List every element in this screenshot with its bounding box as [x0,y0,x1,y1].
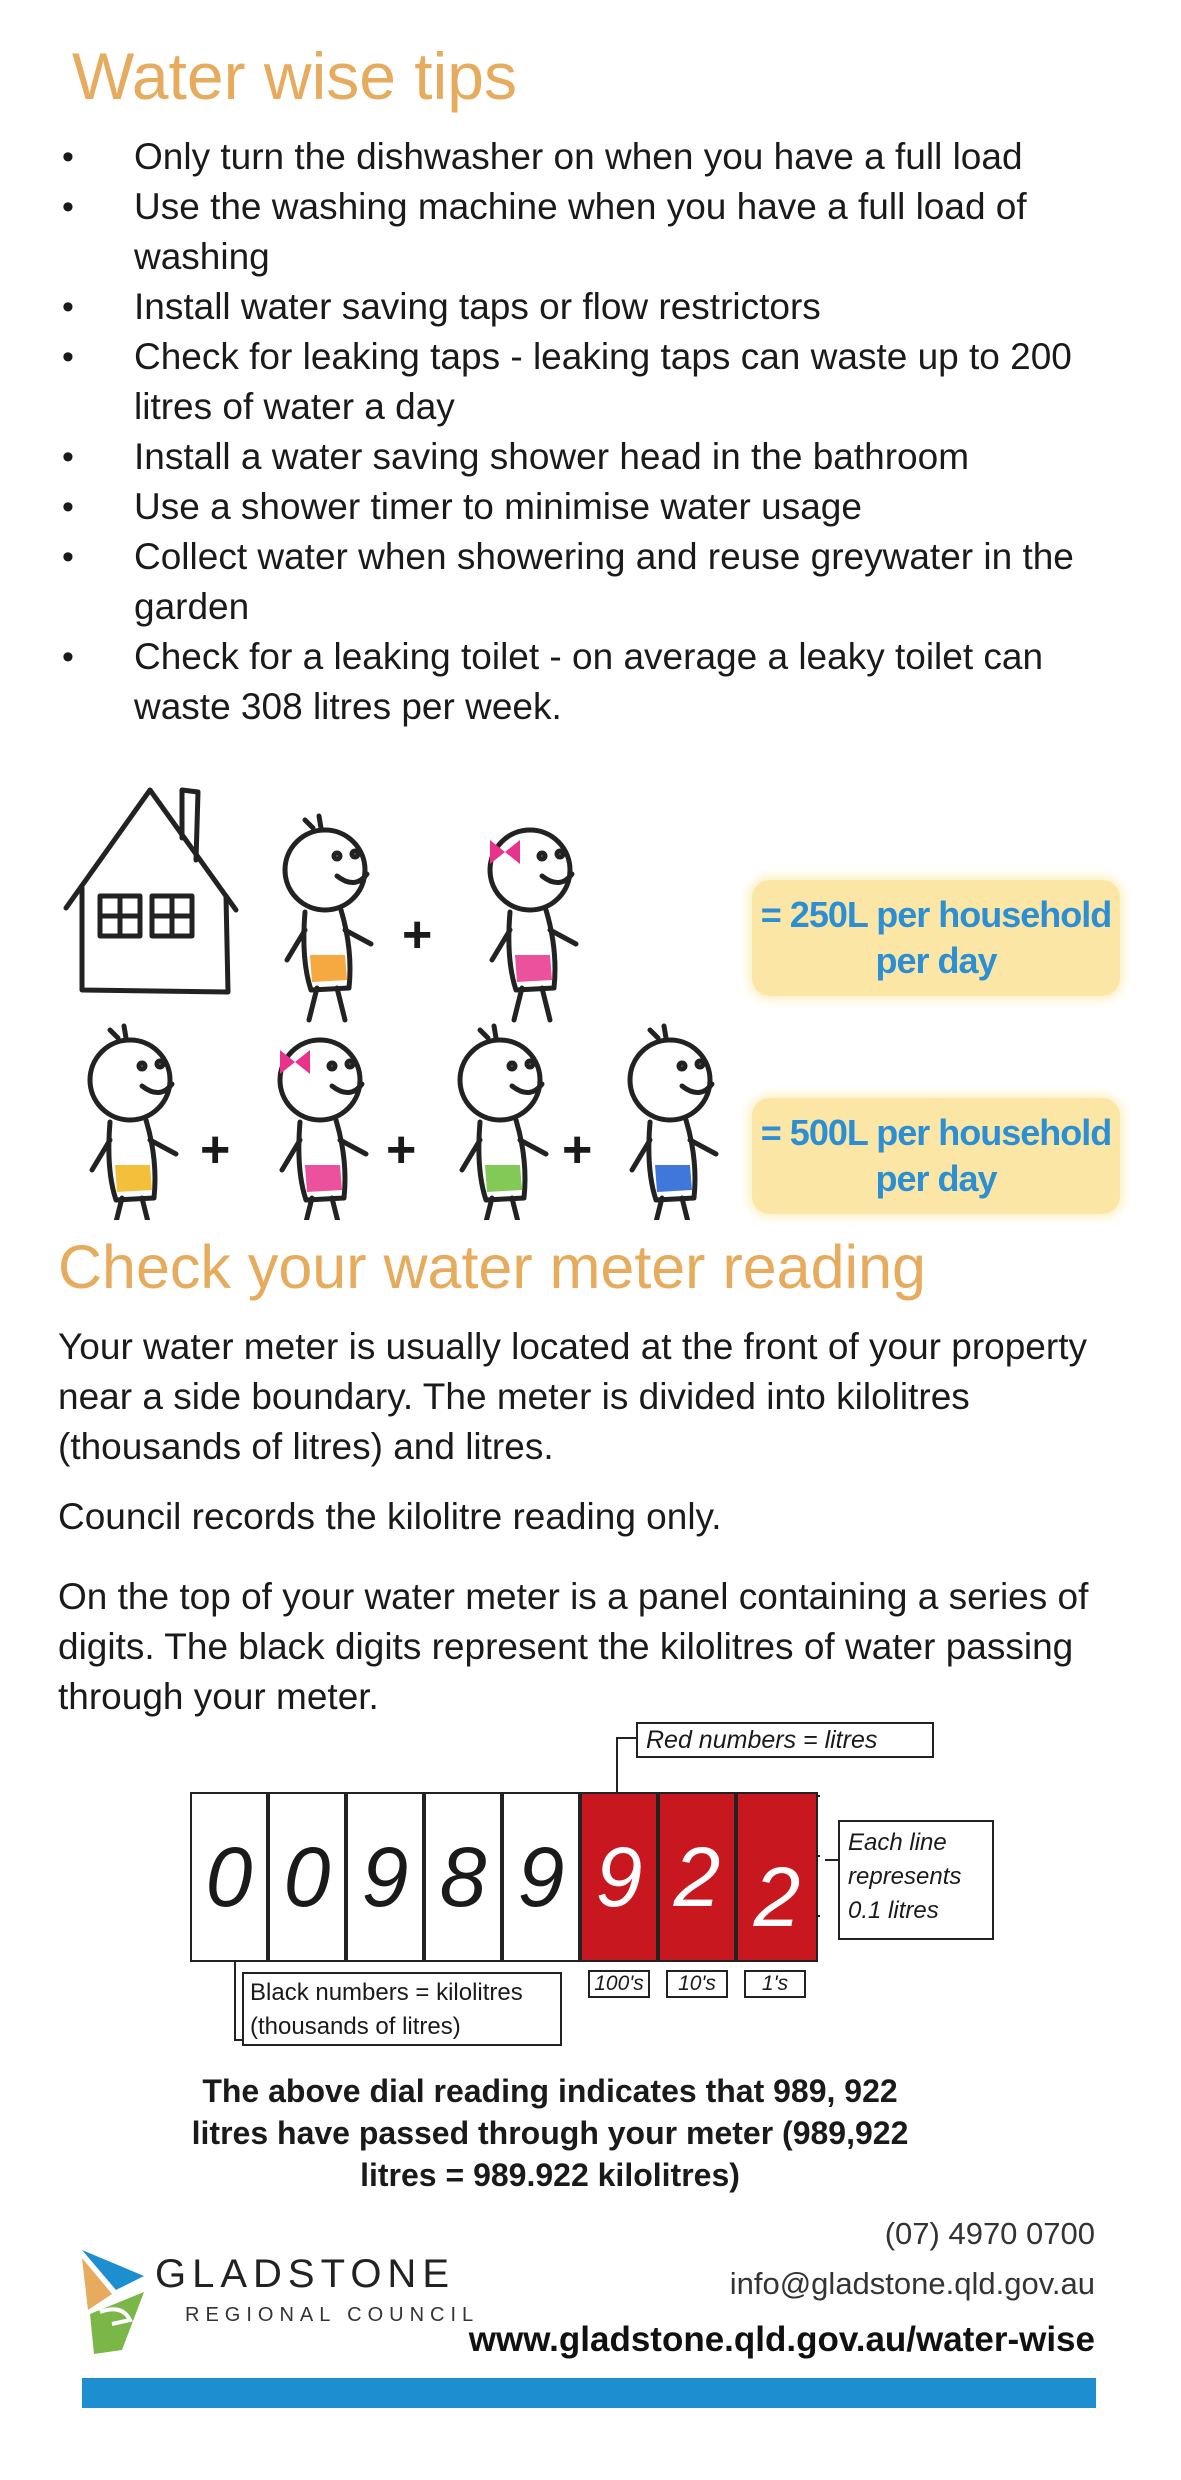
meter-digit-red: 2 [736,1792,818,1962]
list-item: • Only turn the dishwasher on when you have a full load [58,132,1138,182]
house-icon [66,790,236,992]
tips-title: Water wise tips [72,39,517,113]
person-pink-icon [280,1040,366,1220]
meter-paragraph: On the top of your water meter is a panel containing a series of digits. The black digits represent the kilolitres of water passing through your meter. [58,1576,1089,1717]
plus-sign: + [562,1121,593,1179]
unit-label: 1's [744,1970,806,1998]
footer-bar [82,2378,1096,2408]
meter-digit: 9 [502,1792,580,1962]
list-item: • Check for a leaking toilet - on average a leaky toilet can waste 308 litres per week. [58,632,1138,732]
council-logo-icon [82,2250,152,2356]
contact-phone: (07) 4970 0700 [884,2216,1095,2251]
contact-email[interactable]: info@gladstone.qld.gov.au [729,2266,1095,2301]
bow-icon [490,840,520,864]
bow-icon [280,1050,310,1074]
person-pink-icon [490,830,576,1020]
list-item: • Install water saving taps or flow restrictors [58,282,1138,332]
usage-callout-four: = 500L per household per day [752,1098,1120,1214]
meter-digit-red: 2 [658,1792,736,1962]
org-subtitle: REGIONAL COUNCIL [185,2304,480,2326]
list-item: • Use the washing machine when you have a full load of washing [58,182,1138,282]
plus-sign: + [402,906,433,964]
list-item: • Use a shower timer to minimise water usage [58,482,1138,532]
plus-sign: + [200,1121,231,1179]
meter-digit: 9 [346,1792,424,1962]
unit-label: 100's [588,1970,650,1998]
meter-digit-red: 9 [580,1792,658,1962]
meter-digit: 0 [268,1792,346,1962]
list-item: • Install a water saving shower head in the bathroom [58,432,1138,482]
red-numbers-label: Red numbers = litres [636,1722,934,1758]
meter-paragraph: Council records the kilolitre reading only. [58,1496,722,1537]
tips-list [58,132,1138,732]
usage-callout-two: = 250L per household per day [752,880,1120,996]
website-link[interactable]: www.gladstone.qld.gov.au/water-wise [468,2320,1095,2359]
reading-summary: The above dial reading indicates that 989, 922 litres have passed through your meter (989,922 litres = 989.922 kilolitres) [191,2073,909,2193]
plus-sign: + [386,1121,417,1179]
list-item: • Collect water when showering and reuse greywater in the garden [58,532,1138,632]
line-note: Each line represents 0.1 litres [838,1820,994,1940]
list-item: • Check for leaking taps - leaking taps can waste up to 200 litres of water a day [58,332,1138,432]
unit-label: 10's [666,1970,728,1998]
black-numbers-label: Black numbers = kilolitres (thousands of litres) [242,1972,562,2046]
org-name: GLADSTONE [155,2252,455,2296]
meter-digit: 8 [424,1792,502,1962]
meter-digit: 0 [190,1792,268,1962]
meter-title: Check your water meter reading [58,1233,926,1301]
person-orange-icon [285,816,371,1020]
meter-paragraph: Your water meter is usually located at the front of your property near a side boundary. The meter is divided into kilolitres (thousands of litres) and litres. [58,1326,1087,1467]
